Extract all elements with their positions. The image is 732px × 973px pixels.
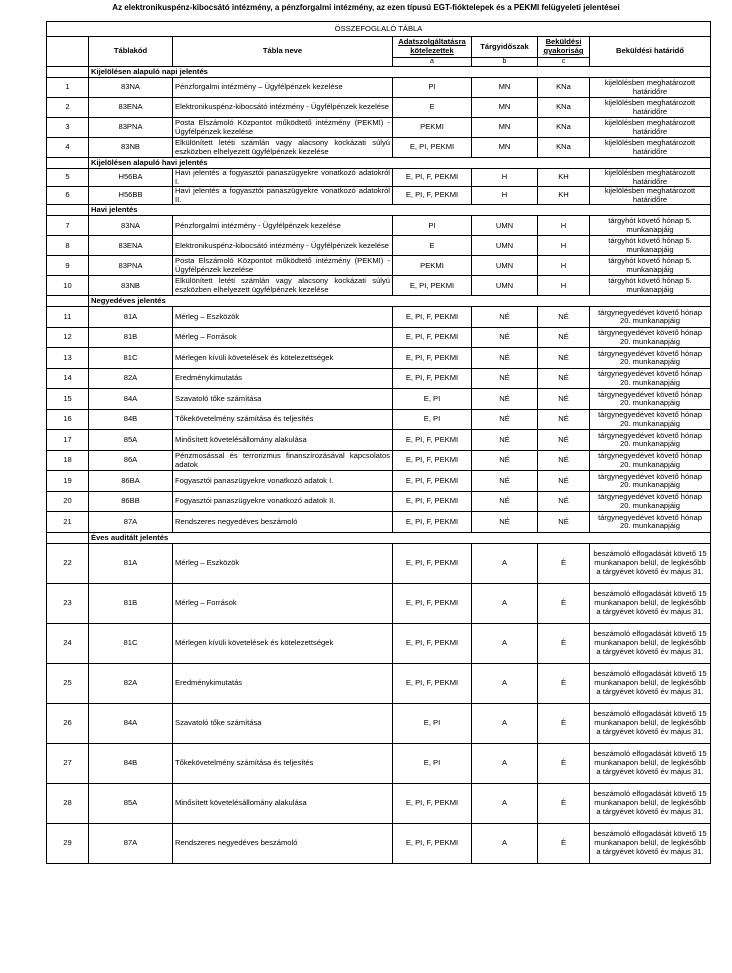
row-period: NÉ — [472, 491, 538, 512]
row-period: MN — [472, 118, 538, 138]
row-obligated: E, PI, F, PEKMI — [393, 823, 472, 863]
row-period: NÉ — [472, 430, 538, 451]
section-spacer — [47, 532, 89, 543]
table-row — [47, 623, 711, 663]
row-obligated: E, PI, F, PEKMI — [393, 169, 472, 187]
row-deadline: tárgyhót követő hónap 5. munkanapjáig — [590, 216, 711, 236]
row-period: UMN — [472, 276, 538, 296]
row-period: MN — [472, 78, 538, 98]
row-deadline: kijelölésben meghatározott határidőre — [590, 118, 711, 138]
table-row — [47, 783, 711, 823]
row-name: Tőkekövetelmény számítása és teljesítés — [173, 743, 393, 783]
row-obligated: E, PI, F, PEKMI — [393, 783, 472, 823]
row-deadline: kijelölésben meghatározott határidőre — [590, 187, 711, 205]
row-frequency: NÉ — [538, 389, 590, 410]
row-name: Pénzforgalmi intézmény - Ügyfélpénzek kezelése — [173, 216, 393, 236]
row-name: Mérleg – Források — [173, 583, 393, 623]
row-frequency: H — [538, 276, 590, 296]
row-number: 18 — [47, 450, 89, 471]
row-frequency: KH — [538, 169, 590, 187]
row-code: 83NA — [89, 78, 173, 98]
row-frequency: KNa — [538, 138, 590, 158]
row-obligated: E, PI, F, PEKMI — [393, 583, 472, 623]
row-frequency: NÉ — [538, 430, 590, 451]
row-frequency: NÉ — [538, 471, 590, 492]
document-title: Az elektronikuspénz-kibocsátó intézmény, a pénzforgalmi intézmény, az ezen típusú EGT-fióktelepek és a PEKMI felügyeleti jelentései — [112, 3, 620, 12]
row-code: 84B — [89, 409, 173, 430]
table-row — [47, 276, 711, 296]
table-row — [47, 169, 711, 187]
section-spacer — [47, 205, 89, 216]
row-code: 81B — [89, 327, 173, 348]
row-name: Elkülönített letéti számlán vagy alacsony kockázati súlyú eszközben elhelyezett ügyfélpénzek kezelése — [173, 276, 393, 296]
row-period: UMN — [472, 256, 538, 276]
header-code: Táblakód — [89, 37, 173, 67]
table-row — [47, 491, 711, 512]
row-obligated: E, PI — [393, 409, 472, 430]
table-row — [47, 368, 711, 389]
table-row — [47, 583, 711, 623]
row-name: Havi jelentés a fogyasztói panaszügyekre vonatkozó adatokról II. — [173, 187, 393, 205]
row-obligated: E, PI, F, PEKMI — [393, 430, 472, 451]
row-number: 16 — [47, 409, 89, 430]
row-period: NÉ — [472, 327, 538, 348]
row-frequency: KNa — [538, 78, 590, 98]
row-frequency: H — [538, 216, 590, 236]
row-deadline: tárgynegyedévet követő hónap 20. munkanapjáig — [590, 491, 711, 512]
row-number: 4 — [47, 138, 89, 158]
table-row — [47, 703, 711, 743]
row-period: UMN — [472, 216, 538, 236]
table-row — [47, 78, 711, 98]
row-code: 83ENA — [89, 98, 173, 118]
row-name: Mérleg – Források — [173, 327, 393, 348]
row-frequency: É — [538, 703, 590, 743]
row-name: Tőkekövetelmény számítása és teljesítés — [173, 409, 393, 430]
row-number: 28 — [47, 783, 89, 823]
row-code: 84A — [89, 389, 173, 410]
section-header — [47, 67, 711, 78]
table-row — [47, 450, 711, 471]
row-frequency: É — [538, 623, 590, 663]
table-row — [47, 743, 711, 783]
row-name: Rendszeres negyedéves beszámoló — [173, 512, 393, 533]
row-deadline: beszámoló elfogadását követő 15 munkanapon belül, de legkésőbb a tárgyévet követő év május 31. — [590, 783, 711, 823]
row-period: NÉ — [472, 471, 538, 492]
row-code: H56BB — [89, 187, 173, 205]
row-period: H — [472, 187, 538, 205]
row-name: Rendszeres negyedéves beszámoló — [173, 823, 393, 863]
row-period: NÉ — [472, 450, 538, 471]
row-deadline: tárgynegyedévet követő hónap 20. munkanapjáig — [590, 409, 711, 430]
row-deadline: beszámoló elfogadását követő 15 munkanapon belül, de legkésőbb a tárgyévet követő év május 31. — [590, 543, 711, 583]
row-name: Eredménykimutatás — [173, 663, 393, 703]
row-deadline: kijelölésben meghatározott határidőre — [590, 138, 711, 158]
row-name: Minősített követelésállomány alakulása — [173, 783, 393, 823]
row-number: 9 — [47, 256, 89, 276]
row-period: MN — [472, 98, 538, 118]
row-deadline: tárgynegyedévet követő hónap 20. munkanapjáig — [590, 327, 711, 348]
row-code: 85A — [89, 783, 173, 823]
table-row — [47, 138, 711, 158]
table-row — [47, 663, 711, 703]
row-obligated: E, PI — [393, 743, 472, 783]
table-row — [47, 389, 711, 410]
row-name: Mérleg – Eszközök — [173, 307, 393, 328]
row-obligated: E, PI, F, PEKMI — [393, 368, 472, 389]
section-spacer — [47, 296, 89, 307]
row-obligated: E, PI, F, PEKMI — [393, 327, 472, 348]
header-period: Tárgyidőszak — [472, 37, 538, 58]
row-deadline: beszámoló elfogadását követő 15 munkanapon belül, de legkésőbb a tárgyévet követő év május 31. — [590, 623, 711, 663]
row-frequency: KNa — [538, 98, 590, 118]
row-obligated: E, PI, F, PEKMI — [393, 450, 472, 471]
row-number: 20 — [47, 491, 89, 512]
header-number — [47, 37, 89, 67]
row-period: NÉ — [472, 348, 538, 369]
row-frequency: É — [538, 743, 590, 783]
row-number: 12 — [47, 327, 89, 348]
row-number: 14 — [47, 368, 89, 389]
row-frequency: H — [538, 236, 590, 256]
header-obligated: Adatszolgáltatásra kötelezettek — [393, 37, 472, 58]
row-deadline: tárgyhót követő hónap 5. munkanapjáig — [590, 236, 711, 256]
row-deadline: beszámoló elfogadását követő 15 munkanapon belül, de legkésőbb a tárgyévet követő év május 31. — [590, 663, 711, 703]
header-deadline: Beküldési határidő — [590, 37, 711, 67]
row-frequency: É — [538, 783, 590, 823]
row-deadline: tárgyhót követő hónap 5. munkanapjáig — [590, 276, 711, 296]
table-row — [47, 348, 711, 369]
row-code: 83ENA — [89, 236, 173, 256]
row-code: 86BB — [89, 491, 173, 512]
table-title: ÖSSZEFOGLALÓ TÁBLA — [47, 22, 711, 37]
row-name: Elektronikuspénz-kibocsátó intézmény - Ügyfélpénzek kezelése — [173, 236, 393, 256]
row-frequency: KH — [538, 187, 590, 205]
row-frequency: NÉ — [538, 327, 590, 348]
row-obligated: E, PI, F, PEKMI — [393, 543, 472, 583]
row-obligated: PI — [393, 216, 472, 236]
row-name: Pénzforgalmi intézmény – Ügyfélpénzek kezelése — [173, 78, 393, 98]
row-obligated: E, PI, PEKMI — [393, 276, 472, 296]
row-deadline: tárgyhót követő hónap 5. munkanapjáig — [590, 256, 711, 276]
row-period: A — [472, 823, 538, 863]
row-number: 11 — [47, 307, 89, 328]
row-number: 24 — [47, 623, 89, 663]
row-code: 81C — [89, 623, 173, 663]
row-deadline: beszámoló elfogadását követő 15 munkanapon belül, de legkésőbb a tárgyévet követő év május 31. — [590, 823, 711, 863]
table-row — [47, 409, 711, 430]
row-name: Posta Elszámoló Központot működtető intézmény (PEKMI) - Ügyfélpénzek kezelése — [173, 256, 393, 276]
table-row — [47, 216, 711, 236]
table-row — [47, 823, 711, 863]
row-deadline: tárgynegyedévet követő hónap 20. munkanapjáig — [590, 307, 711, 328]
row-code: 81C — [89, 348, 173, 369]
section-title: Kijelölésen alapuló napi jelentés — [89, 67, 711, 78]
row-number: 13 — [47, 348, 89, 369]
row-deadline: beszámoló elfogadását követő 15 munkanapon belül, de legkésőbb a tárgyévet követő év május 31. — [590, 703, 711, 743]
row-deadline: tárgynegyedévet követő hónap 20. munkanapjáig — [590, 348, 711, 369]
row-code: 87A — [89, 512, 173, 533]
row-obligated: E, PI, F, PEKMI — [393, 187, 472, 205]
row-frequency: NÉ — [538, 512, 590, 533]
row-number: 17 — [47, 430, 89, 451]
row-code: 83NB — [89, 138, 173, 158]
table-row — [47, 236, 711, 256]
row-code: 84A — [89, 703, 173, 743]
row-period: A — [472, 783, 538, 823]
header-letter-a: a — [393, 58, 472, 67]
row-obligated: PEKMI — [393, 118, 472, 138]
row-code: 87A — [89, 823, 173, 863]
row-number: 10 — [47, 276, 89, 296]
row-number: 1 — [47, 78, 89, 98]
row-number: 2 — [47, 98, 89, 118]
row-period: UMN — [472, 236, 538, 256]
row-obligated: E, PI, PEKMI — [393, 138, 472, 158]
row-deadline: beszámoló elfogadását követő 15 munkanapon belül, de legkésőbb a tárgyévet követő év május 31. — [590, 583, 711, 623]
row-number: 19 — [47, 471, 89, 492]
table-row — [47, 512, 711, 533]
row-frequency: NÉ — [538, 348, 590, 369]
row-period: A — [472, 543, 538, 583]
row-frequency: NÉ — [538, 307, 590, 328]
section-spacer — [47, 67, 89, 78]
table-body — [47, 67, 711, 864]
section-header — [47, 158, 711, 169]
row-period: NÉ — [472, 389, 538, 410]
row-obligated: E, PI, F, PEKMI — [393, 512, 472, 533]
row-obligated: E — [393, 98, 472, 118]
row-frequency: KNa — [538, 118, 590, 138]
row-code: 83PNA — [89, 118, 173, 138]
table-row — [47, 543, 711, 583]
row-code: 81B — [89, 583, 173, 623]
row-obligated: E, PI, F, PEKMI — [393, 348, 472, 369]
row-period: H — [472, 169, 538, 187]
row-number: 3 — [47, 118, 89, 138]
row-code: 83PNA — [89, 256, 173, 276]
section-title: Kijelölésen alapuló havi jelentés — [89, 158, 711, 169]
row-deadline: tárgynegyedévet követő hónap 20. munkanapjáig — [590, 471, 711, 492]
row-frequency: H — [538, 256, 590, 276]
table-row — [47, 430, 711, 451]
section-spacer — [47, 158, 89, 169]
row-deadline: tárgynegyedévet követő hónap 20. munkanapjáig — [590, 430, 711, 451]
row-name: Pénzmosással és terrorizmus finanszírozásával kapcsolatos adatok — [173, 450, 393, 471]
row-obligated: E — [393, 236, 472, 256]
row-number: 8 — [47, 236, 89, 256]
row-code: 84B — [89, 743, 173, 783]
row-code: 86A — [89, 450, 173, 471]
row-number: 22 — [47, 543, 89, 583]
row-code: 85A — [89, 430, 173, 451]
header-letter-b: b — [472, 58, 538, 67]
row-period: NÉ — [472, 368, 538, 389]
row-number: 23 — [47, 583, 89, 623]
row-name: Posta Elszámoló Központot működtető intézmény (PEKMI) - Ügyfélpénzek kezelése — [173, 118, 393, 138]
row-number: 21 — [47, 512, 89, 533]
row-period: NÉ — [472, 512, 538, 533]
row-frequency: É — [538, 543, 590, 583]
row-obligated: E, PI — [393, 389, 472, 410]
row-obligated: E, PI, F, PEKMI — [393, 471, 472, 492]
row-frequency: É — [538, 823, 590, 863]
header-name: Tábla neve — [173, 37, 393, 67]
summary-table — [46, 21, 711, 864]
row-obligated: E, PI, F, PEKMI — [393, 307, 472, 328]
row-name: Fogyasztói panaszügyekre vonatkozó adatok II. — [173, 491, 393, 512]
row-deadline: kijelölésben meghatározott határidőre — [590, 78, 711, 98]
table-row — [47, 327, 711, 348]
table-row — [47, 307, 711, 328]
row-obligated: E, PI, F, PEKMI — [393, 663, 472, 703]
row-name: Havi jelentés a fogyasztói panaszügyekre vonatkozó adatokról I. — [173, 169, 393, 187]
row-name: Elkülönített letéti számlán vagy alacsony kockázati súlyú eszközben elhelyezett ügyfélpénzek kezelése — [173, 138, 393, 158]
row-obligated: E, PI, F, PEKMI — [393, 623, 472, 663]
row-period: NÉ — [472, 307, 538, 328]
row-code: 82A — [89, 368, 173, 389]
row-number: 26 — [47, 703, 89, 743]
table-row — [47, 256, 711, 276]
row-deadline: tárgynegyedévet követő hónap 20. munkanapjáig — [590, 389, 711, 410]
row-frequency: É — [538, 583, 590, 623]
row-name: Eredménykimutatás — [173, 368, 393, 389]
row-period: MN — [472, 138, 538, 158]
row-deadline: tárgynegyedévet követő hónap 20. munkanapjáig — [590, 450, 711, 471]
row-frequency: NÉ — [538, 368, 590, 389]
row-code: 83NA — [89, 216, 173, 236]
row-name: Mérlegen kívüli követelések és kötelezettségek — [173, 348, 393, 369]
row-code: 83NB — [89, 276, 173, 296]
row-frequency: É — [538, 663, 590, 703]
row-code: 82A — [89, 663, 173, 703]
row-deadline: beszámoló elfogadását követő 15 munkanapon belül, de legkésőbb a tárgyévet követő év május 31. — [590, 743, 711, 783]
table-row — [47, 98, 711, 118]
row-obligated: PEKMI — [393, 256, 472, 276]
row-obligated: E, PI, F, PEKMI — [393, 491, 472, 512]
row-number: 7 — [47, 216, 89, 236]
row-deadline: kijelölésben meghatározott határidőre — [590, 169, 711, 187]
row-obligated: E, PI — [393, 703, 472, 743]
header-letter-c: c — [538, 58, 590, 67]
row-code: 86BA — [89, 471, 173, 492]
row-code: H56BA — [89, 169, 173, 187]
row-number: 5 — [47, 169, 89, 187]
header-frequency: Beküldési gyakoriság — [538, 37, 590, 58]
section-header — [47, 532, 711, 543]
row-name: Minősített követelésállomány alakulása — [173, 430, 393, 451]
row-name: Szavatoló tőke számítása — [173, 389, 393, 410]
section-title: Havi jelentés — [89, 205, 711, 216]
table-row — [47, 187, 711, 205]
row-deadline: tárgynegyedévet követő hónap 20. munkanapjáig — [590, 512, 711, 533]
row-name: Mérlegen kívüli követelések és kötelezettségek — [173, 623, 393, 663]
row-deadline: tárgynegyedévet követő hónap 20. munkanapjáig — [590, 368, 711, 389]
row-obligated: PI — [393, 78, 472, 98]
row-period: A — [472, 703, 538, 743]
row-code: 81A — [89, 307, 173, 328]
row-name: Elektronikuspénz-kibocsátó intézmény - Ügyfélpénzek kezelése — [173, 98, 393, 118]
row-period: A — [472, 743, 538, 783]
row-name: Mérleg – Eszközök — [173, 543, 393, 583]
section-header — [47, 205, 711, 216]
row-number: 6 — [47, 187, 89, 205]
row-deadline: kijelölésben meghatározott határidőre — [590, 98, 711, 118]
row-name: Szavatoló tőke számítása — [173, 703, 393, 743]
row-code: 81A — [89, 543, 173, 583]
row-period: A — [472, 663, 538, 703]
section-header — [47, 296, 711, 307]
row-frequency: NÉ — [538, 409, 590, 430]
row-period: A — [472, 583, 538, 623]
section-title: Éves auditált jelentés — [89, 532, 711, 543]
row-number: 27 — [47, 743, 89, 783]
row-frequency: NÉ — [538, 450, 590, 471]
row-name: Fogyasztói panaszügyekre vonatkozó adatok I. — [173, 471, 393, 492]
row-number: 29 — [47, 823, 89, 863]
table-header — [47, 22, 711, 67]
row-frequency: NÉ — [538, 491, 590, 512]
row-number: 25 — [47, 663, 89, 703]
row-number: 15 — [47, 389, 89, 410]
table-row — [47, 118, 711, 138]
row-period: A — [472, 623, 538, 663]
section-title: Negyedéves jelentés — [89, 296, 711, 307]
table-row — [47, 471, 711, 492]
row-period: NÉ — [472, 409, 538, 430]
